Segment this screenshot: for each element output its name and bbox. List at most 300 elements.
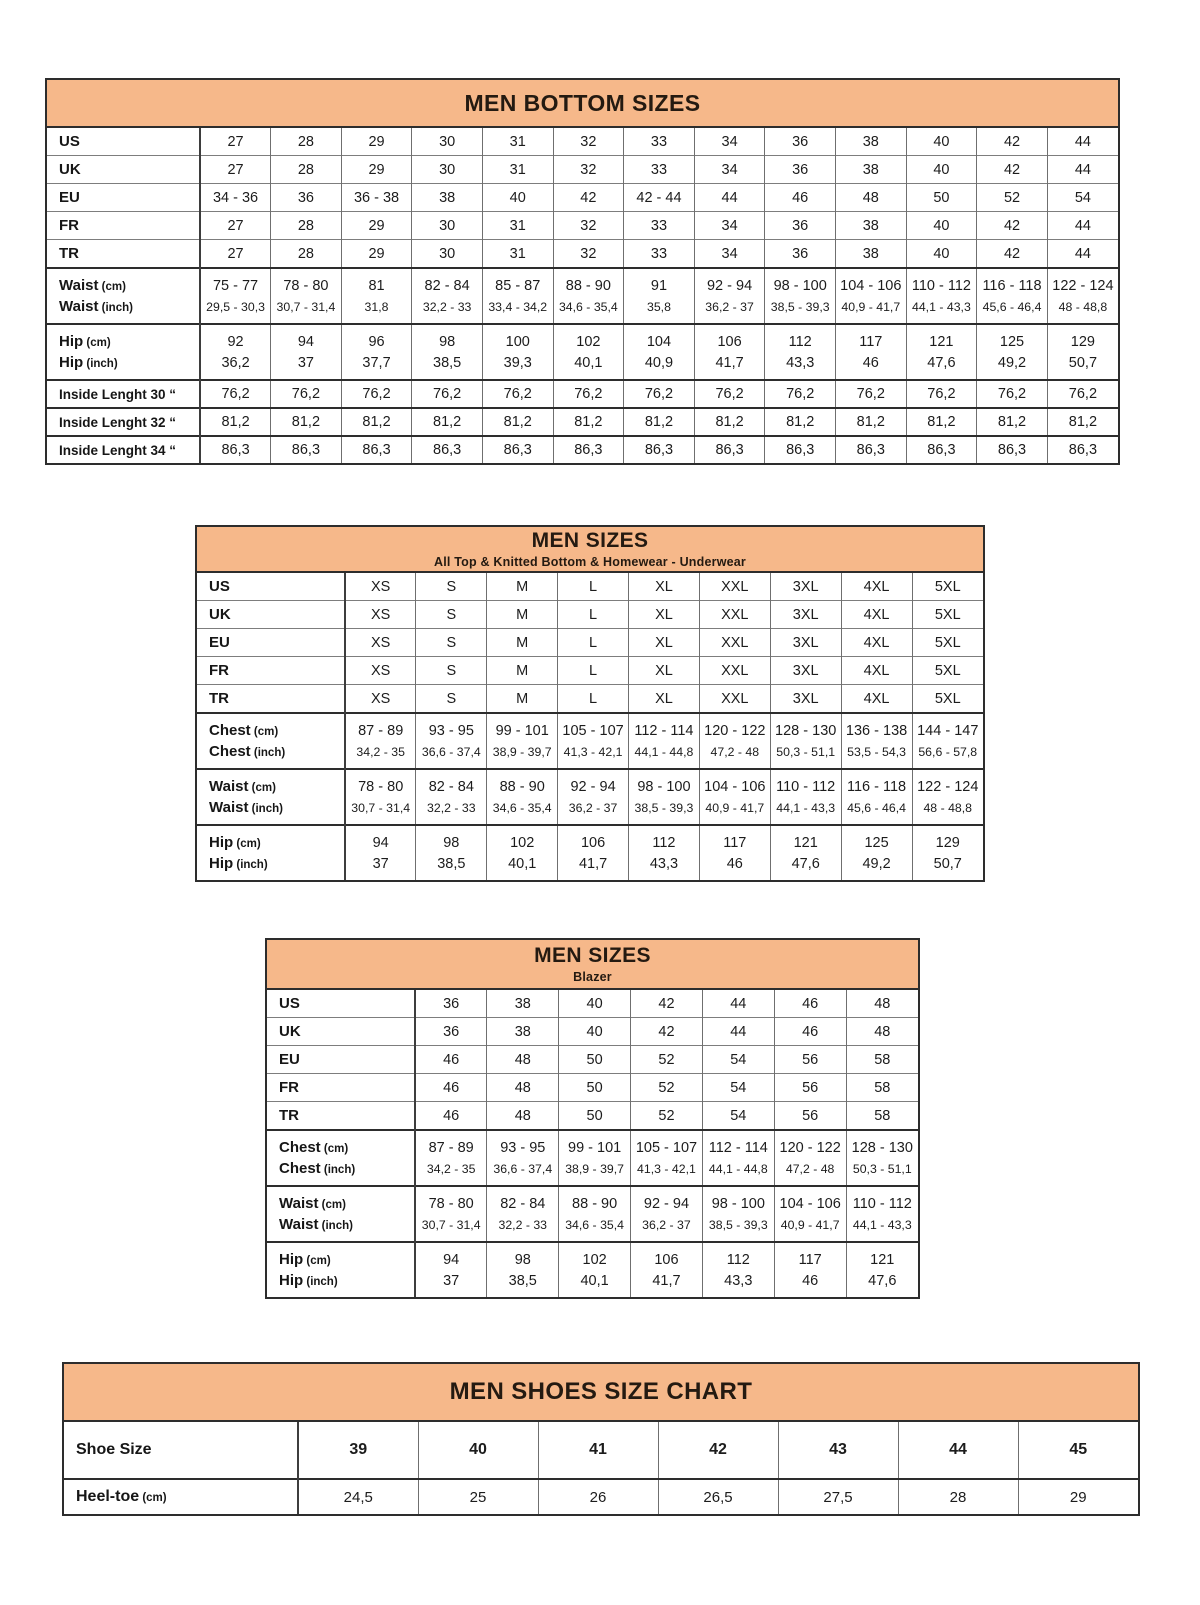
size-cell: 41,3 - 42,1 <box>558 741 629 769</box>
size-cell: 36 <box>765 156 836 184</box>
size-cell: 106 <box>558 825 629 853</box>
size-cell: L <box>558 573 629 601</box>
size-cell: 81,2 <box>1047 408 1118 436</box>
row-label: Waist (cm) <box>197 769 345 797</box>
size-cell: 39,3 <box>482 352 553 380</box>
size-cell: 48 <box>846 990 918 1018</box>
size-cell: 40,9 <box>624 352 695 380</box>
size-cell: 92 - 94 <box>631 1186 703 1214</box>
size-cell: 46 <box>774 990 846 1018</box>
row-label: Heel-toe (cm) <box>64 1479 298 1514</box>
size-cell: 38 <box>835 212 906 240</box>
size-cell: 76,2 <box>906 380 977 408</box>
table-row <box>197 853 983 880</box>
size-cell: 43,3 <box>629 853 700 880</box>
size-cell: 36,2 <box>200 352 271 380</box>
row-label-unit: (cm) <box>248 782 276 794</box>
size-cell: 49,2 <box>977 352 1048 380</box>
size-cell: 44 <box>702 990 774 1018</box>
table-title-bar <box>197 527 983 573</box>
size-cell: 98 - 100 <box>629 769 700 797</box>
table-row <box>47 408 1118 436</box>
size-cell: 49,2 <box>841 853 912 880</box>
size-cell: 56 <box>774 1046 846 1074</box>
row-label: Inside Lenght 34 “ <box>47 436 200 463</box>
size-cell: 38,5 - 39,3 <box>765 296 836 324</box>
size-cell: 36 <box>765 240 836 269</box>
size-cell: 5XL <box>912 573 983 601</box>
row-label-unit: (inch) <box>83 358 118 370</box>
size-cell: 58 <box>846 1074 918 1102</box>
size-cell: 40 <box>906 212 977 240</box>
size-cell: 46 <box>415 1074 487 1102</box>
size-cell: 112 - 114 <box>629 713 700 741</box>
size-cell: 48 - 48,8 <box>912 797 983 825</box>
size-cell: 38 <box>487 990 559 1018</box>
size-cell: 4XL <box>841 685 912 714</box>
size-cell: 105 - 107 <box>631 1130 703 1158</box>
table-subtitle: Blazer <box>573 970 612 984</box>
size-cell: 48 <box>487 1074 559 1102</box>
size-cell: 30 <box>412 212 483 240</box>
size-cell: 94 <box>271 324 342 352</box>
size-cell: 40,9 - 41,7 <box>699 797 770 825</box>
row-label: US <box>59 133 80 150</box>
size-cell: 50,7 <box>912 853 983 880</box>
size-cell: 43,3 <box>702 1270 774 1297</box>
size-cell: 38,5 <box>487 1270 559 1297</box>
size-cell: 46 <box>699 853 770 880</box>
size-cell: L <box>558 685 629 714</box>
size-cell: 31 <box>482 240 553 269</box>
size-cell: 36 <box>415 990 487 1018</box>
size-cell: 96 <box>341 324 412 352</box>
size-cell: 54 <box>702 1102 774 1131</box>
size-cell: 78 - 80 <box>415 1186 487 1214</box>
size-cell: 30 <box>412 240 483 269</box>
size-cell: 42 <box>553 184 624 212</box>
table-row <box>47 268 1118 296</box>
size-cell: 29 <box>341 128 412 156</box>
size-cell: 50 <box>559 1074 631 1102</box>
table-row <box>267 1270 918 1297</box>
row-label-unit: (inch) <box>233 859 268 871</box>
size-cell: 104 - 106 <box>699 769 770 797</box>
row-label-unit: (cm) <box>83 337 111 349</box>
size-cell: 76,2 <box>412 380 483 408</box>
size-cell: 38 <box>412 184 483 212</box>
size-cell: 86,3 <box>694 436 765 463</box>
size-cell: 52 <box>631 1046 703 1074</box>
table-row <box>47 156 1118 184</box>
size-cell: 34 - 36 <box>200 184 271 212</box>
size-cell: 56,6 - 57,8 <box>912 741 983 769</box>
size-cell: XS <box>345 657 416 685</box>
size-cell: 81,2 <box>624 408 695 436</box>
size-cell: XL <box>629 629 700 657</box>
size-cell: 98 - 100 <box>765 268 836 296</box>
size-cell: XL <box>629 573 700 601</box>
size-cell: 81,2 <box>341 408 412 436</box>
row-label-unit: (cm) <box>318 1199 346 1211</box>
row-label: FR <box>47 212 200 240</box>
size-cell: 37 <box>271 352 342 380</box>
size-cell: 76,2 <box>765 380 836 408</box>
table-row <box>47 352 1118 380</box>
size-cell: 41,7 <box>631 1270 703 1297</box>
size-cell: 81,2 <box>271 408 342 436</box>
size-cell: 117 <box>835 324 906 352</box>
size-cell: 45,6 - 46,4 <box>841 797 912 825</box>
size-cell: 46 <box>835 352 906 380</box>
size-cell: 46 <box>774 1018 846 1046</box>
size-cell: 42 <box>977 240 1048 269</box>
size-cell: 32,2 - 33 <box>412 296 483 324</box>
size-cell: 93 - 95 <box>416 713 487 741</box>
size-cell: 38,5 <box>416 853 487 880</box>
size-cell: 33 <box>624 212 695 240</box>
size-cell: 76,2 <box>341 380 412 408</box>
size-cell: 104 <box>624 324 695 352</box>
size-cell: XXL <box>699 601 770 629</box>
size-cell: 26 <box>538 1479 658 1514</box>
size-cell: 39 <box>298 1422 418 1479</box>
size-cell: 47,6 <box>846 1270 918 1297</box>
size-cell: XS <box>345 629 416 657</box>
size-cell: 42 - 44 <box>624 184 695 212</box>
size-cell: 4XL <box>841 573 912 601</box>
size-cell: 88 - 90 <box>553 268 624 296</box>
size-cell: 36,2 - 37 <box>558 797 629 825</box>
table-title-bar <box>64 1364 1138 1422</box>
size-cell: 81 <box>341 268 412 296</box>
table-title: MEN SIZES <box>534 944 651 967</box>
size-cell: 81,2 <box>412 408 483 436</box>
row-label: EU <box>197 629 345 657</box>
size-cell: 5XL <box>912 601 983 629</box>
size-cell: 32,2 - 33 <box>487 1214 559 1242</box>
table-row <box>267 1158 918 1186</box>
size-cell: 34,2 - 35 <box>415 1158 487 1186</box>
size-cell: 86,3 <box>271 436 342 463</box>
size-cell: 117 <box>699 825 770 853</box>
row-label-unit: (inch) <box>250 747 286 759</box>
size-cell: 45,6 - 46,4 <box>977 296 1048 324</box>
size-cell: 43 <box>778 1422 898 1479</box>
size-cell: 76,2 <box>694 380 765 408</box>
size-cell: 52 <box>977 184 1048 212</box>
table-row <box>267 1242 918 1270</box>
table-row <box>64 1422 1138 1479</box>
size-cell: 36 <box>765 128 836 156</box>
size-cell: 92 - 94 <box>694 268 765 296</box>
table-row <box>267 1186 918 1214</box>
table-title-bar <box>267 940 918 990</box>
row-label: Hip (cm) <box>47 324 200 352</box>
table-row <box>47 128 1118 156</box>
size-cell: XL <box>629 685 700 714</box>
size-cell: 81,2 <box>977 408 1048 436</box>
row-label: US <box>209 578 230 595</box>
size-cell: 105 - 107 <box>558 713 629 741</box>
size-cell: 129 <box>912 825 983 853</box>
size-cell: 87 - 89 <box>345 713 416 741</box>
size-cell: 144 - 147 <box>912 713 983 741</box>
size-cell: 46 <box>765 184 836 212</box>
size-cell: 56 <box>774 1074 846 1102</box>
size-cell: 76,2 <box>977 380 1048 408</box>
row-label: UK <box>197 601 345 629</box>
size-cell: 44 <box>898 1422 1018 1479</box>
row-label: Waist (cm) <box>47 268 200 296</box>
size-cell: XXL <box>699 629 770 657</box>
size-cell: 76,2 <box>1047 380 1118 408</box>
size-cell: 37,7 <box>341 352 412 380</box>
size-cell: 44,1 - 44,8 <box>629 741 700 769</box>
size-cell: 94 <box>345 825 416 853</box>
size-cell: 98 - 100 <box>702 1186 774 1214</box>
row-label-unit: (inch) <box>320 1164 356 1176</box>
size-cell: 38 <box>835 240 906 269</box>
row-label: UK <box>47 156 200 184</box>
size-cell: 36 <box>415 1018 487 1046</box>
size-cell: 128 - 130 <box>846 1130 918 1158</box>
row-label-unit: (inch) <box>318 1220 353 1232</box>
size-cell: 86,3 <box>906 436 977 463</box>
size-cell: 87 - 89 <box>415 1130 487 1158</box>
size-cell: 99 - 101 <box>559 1130 631 1158</box>
size-cell: 82 - 84 <box>416 769 487 797</box>
size-cell: 38 <box>835 128 906 156</box>
size-cell: 27 <box>200 156 271 184</box>
size-cell: 86,3 <box>341 436 412 463</box>
size-cell: 30 <box>412 128 483 156</box>
size-cell: 85 - 87 <box>482 268 553 296</box>
size-cell: 116 - 118 <box>841 769 912 797</box>
size-cell: 32,2 - 33 <box>416 797 487 825</box>
row-label: Hip (cm) <box>267 1242 415 1270</box>
size-cell: 32 <box>553 128 624 156</box>
size-cell: 136 - 138 <box>841 713 912 741</box>
size-cell: 45 <box>1018 1422 1138 1479</box>
men-sizes-blazer-table <box>265 938 920 1299</box>
size-cell: 86,3 <box>412 436 483 463</box>
row-label-unit: (cm) <box>303 1255 331 1267</box>
size-grid <box>47 128 1118 463</box>
size-cell: 98 <box>416 825 487 853</box>
row-label-unit: (cm) <box>320 1143 349 1155</box>
size-cell: 25 <box>418 1479 538 1514</box>
size-cell: 42 <box>658 1422 778 1479</box>
size-cell: 34,6 - 35,4 <box>487 797 558 825</box>
size-cell: 50 <box>559 1102 631 1131</box>
size-cell: 44 <box>1047 156 1118 184</box>
size-cell: 36 <box>271 184 342 212</box>
row-label: TR <box>197 685 345 714</box>
size-cell: 98 <box>412 324 483 352</box>
size-cell: 121 <box>770 825 841 853</box>
size-cell: 98 <box>487 1242 559 1270</box>
table-row <box>197 713 983 741</box>
size-cell: 5XL <box>912 685 983 714</box>
size-cell: 4XL <box>841 601 912 629</box>
size-cell: 120 - 122 <box>774 1130 846 1158</box>
size-cell: 110 - 112 <box>846 1186 918 1214</box>
table-row <box>267 1046 918 1074</box>
size-cell: 38 <box>835 156 906 184</box>
size-cell: 36,2 - 37 <box>631 1214 703 1242</box>
size-cell: 50,3 - 51,1 <box>846 1158 918 1186</box>
size-cell: 36,6 - 37,4 <box>487 1158 559 1186</box>
size-cell: 31 <box>482 212 553 240</box>
size-cell: 40 <box>906 156 977 184</box>
size-cell: S <box>416 657 487 685</box>
table-title: MEN SIZES <box>531 529 649 552</box>
size-cell: 54 <box>702 1046 774 1074</box>
size-cell: 78 - 80 <box>271 268 342 296</box>
size-cell: 47,2 - 48 <box>774 1158 846 1186</box>
men-sizes-top-table <box>195 525 985 882</box>
row-label-unit: (inch) <box>248 803 283 815</box>
size-cell: 36 <box>765 212 836 240</box>
size-cell: M <box>487 601 558 629</box>
size-cell: 34,6 - 35,4 <box>559 1214 631 1242</box>
size-cell: 30,7 - 31,4 <box>345 797 416 825</box>
size-cell: 76,2 <box>271 380 342 408</box>
men-shoes-size-chart-table <box>62 1362 1140 1516</box>
row-label: Inside Lenght 30 “ <box>47 380 200 408</box>
table-title-bar <box>47 80 1118 128</box>
size-cell: 3XL <box>770 601 841 629</box>
size-cell: 30,7 - 31,4 <box>271 296 342 324</box>
table-row <box>197 573 983 601</box>
size-cell: 3XL <box>770 685 841 714</box>
size-cell: 38,5 - 39,3 <box>629 797 700 825</box>
size-cell: 50,7 <box>1047 352 1118 380</box>
table-row <box>64 1479 1138 1514</box>
size-cell: XXL <box>699 573 770 601</box>
size-cell: 129 <box>1047 324 1118 352</box>
table-row <box>47 436 1118 463</box>
size-cell: 29 <box>341 212 412 240</box>
size-cell: 40,1 <box>559 1270 631 1297</box>
size-cell: 41 <box>538 1422 658 1479</box>
row-label: EU <box>47 184 200 212</box>
row-label-unit: (inch) <box>98 302 133 314</box>
size-cell: 29 <box>341 156 412 184</box>
table-row <box>47 184 1118 212</box>
size-cell: 86,3 <box>200 436 271 463</box>
table-row <box>267 1130 918 1158</box>
size-cell: 86,3 <box>835 436 906 463</box>
size-cell: 112 <box>765 324 836 352</box>
size-cell: 33 <box>624 156 695 184</box>
row-label-unit: (cm) <box>250 726 279 738</box>
size-cell: 81,2 <box>553 408 624 436</box>
table-row <box>197 685 983 714</box>
size-cell: 44 <box>694 184 765 212</box>
size-cell: 38,5 - 39,3 <box>702 1214 774 1242</box>
size-cell: 52 <box>631 1102 703 1131</box>
size-cell: 102 <box>553 324 624 352</box>
size-cell: 53,5 - 54,3 <box>841 741 912 769</box>
row-label: FR <box>267 1074 415 1102</box>
size-cell: 110 - 112 <box>770 769 841 797</box>
size-cell: 121 <box>906 324 977 352</box>
size-cell: 32 <box>553 212 624 240</box>
size-cell: 28 <box>271 156 342 184</box>
size-cell: 81,2 <box>482 408 553 436</box>
size-cell: 40 <box>906 128 977 156</box>
table-row <box>267 990 918 1018</box>
table-row <box>197 657 983 685</box>
size-cell: L <box>558 657 629 685</box>
size-cell: 31 <box>482 128 553 156</box>
size-cell: 38,9 - 39,7 <box>559 1158 631 1186</box>
size-cell: 42 <box>977 128 1048 156</box>
size-cell: 76,2 <box>835 380 906 408</box>
row-label: Inside Lenght 32 “ <box>47 408 200 436</box>
size-cell: 86,3 <box>624 436 695 463</box>
size-cell: 4XL <box>841 657 912 685</box>
table-title: MEN BOTTOM SIZES <box>464 89 701 116</box>
size-cell: 81,2 <box>835 408 906 436</box>
size-cell: 29 <box>341 240 412 269</box>
table-row <box>47 212 1118 240</box>
size-cell: 78 - 80 <box>345 769 416 797</box>
table-row <box>267 1074 918 1102</box>
size-cell: 47,6 <box>906 352 977 380</box>
size-cell: 38,5 <box>412 352 483 380</box>
size-cell: 99 - 101 <box>487 713 558 741</box>
size-cell: 82 - 84 <box>412 268 483 296</box>
size-cell: 46 <box>774 1270 846 1297</box>
size-cell: 112 <box>702 1242 774 1270</box>
size-cell: 76,2 <box>482 380 553 408</box>
size-cell: 44,1 - 43,3 <box>846 1214 918 1242</box>
size-cell: 29,5 - 30,3 <box>200 296 271 324</box>
size-cell: M <box>487 629 558 657</box>
size-cell: 48 <box>835 184 906 212</box>
size-cell: 34 <box>694 128 765 156</box>
size-cell: 30 <box>412 156 483 184</box>
row-label: Hip (inch) <box>209 855 268 872</box>
size-cell: 47,2 - 48 <box>699 741 770 769</box>
size-cell: 104 - 106 <box>774 1186 846 1214</box>
row-label: Waist (inch) <box>59 298 133 315</box>
table-row <box>47 240 1118 269</box>
size-cell: 92 <box>200 324 271 352</box>
size-cell: 44,1 - 43,3 <box>770 797 841 825</box>
size-cell: 34 <box>694 240 765 269</box>
size-cell: 94 <box>415 1242 487 1270</box>
size-cell: 44,1 - 44,8 <box>702 1158 774 1186</box>
size-cell: 54 <box>1047 184 1118 212</box>
size-cell: L <box>558 629 629 657</box>
size-grid <box>267 990 918 1297</box>
size-cell: 24,5 <box>298 1479 418 1514</box>
row-label: Chest (cm) <box>197 713 345 741</box>
size-cell: 5XL <box>912 657 983 685</box>
size-cell: 44 <box>702 1018 774 1046</box>
row-label: TR <box>47 240 200 269</box>
size-cell: 27 <box>200 240 271 269</box>
size-cell: L <box>558 601 629 629</box>
size-cell: 76,2 <box>624 380 695 408</box>
size-cell: 76,2 <box>553 380 624 408</box>
size-cell: 31,8 <box>341 296 412 324</box>
row-label: Chest (inch) <box>209 743 286 760</box>
